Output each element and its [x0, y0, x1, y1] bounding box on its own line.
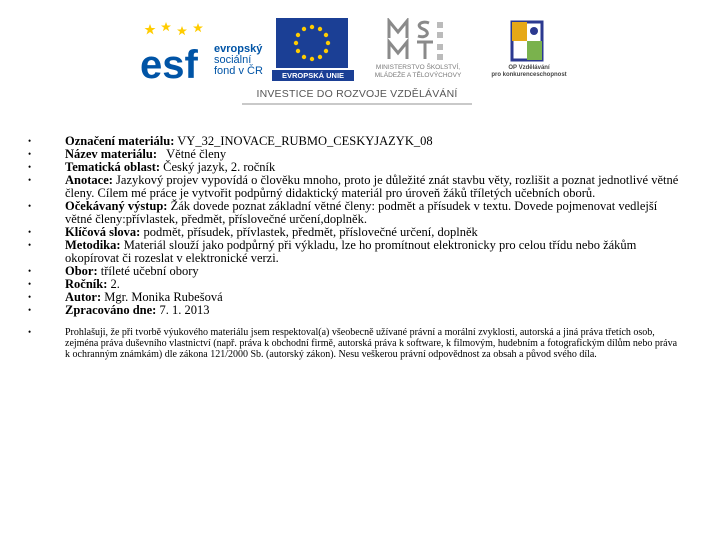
msmt-line-1: MINISTERSTVO ŠKOLSTVÍ, [375, 64, 461, 71]
msmt-line-2: MLÁDEŽE A TĚLOVÝCHOVY [374, 72, 462, 79]
logo-banner [0, 0, 720, 110]
list-item-zpracovano [20, 304, 680, 317]
item-value: podmět, přísudek, přívlastek, předmět, příslovečné určení, doplněk [140, 225, 478, 239]
bullet: • [28, 292, 32, 302]
list-item-prohlaseni [20, 327, 680, 360]
esf-logo [140, 20, 270, 82]
msmt-logo [355, 18, 481, 82]
list-gap [20, 317, 680, 327]
metadata-list [20, 135, 680, 360]
declaration-text: Prohlašuji, že při tvorbě výukového materiálu jsem respektoval(a) všeobecně užívané právní a morální zvyklosti, autorská a jiná práva třetích osob, zejména práva duševního vlastnictví (např. práva k obchodní firmě, autorská práva k software, k filmovým, hudebním a fotografickým dílům nebo práva k ochranným známkám) dle zákona 121/2000 Sb. (autorský zákon). Nesu veškerou právní odpovědnost za obsah a původ svého díla. [65, 327, 678, 360]
eu-label: EVROPSKÁ UNIE [272, 70, 354, 81]
bullet: • [28, 240, 32, 250]
item-label: Název materiálu: [65, 147, 157, 161]
item-label: Tematická oblast: [65, 160, 161, 174]
esf-line-1: evropský [214, 43, 263, 55]
list-item-metodika [20, 239, 680, 265]
op-logo-text [486, 65, 572, 79]
item-value: Materiál slouží jako podpůrný při výkladu, lze ho promítnout elektronicky pro celou třídu nebo žákům okopírovat či rozeslat v elektronické verzi. [65, 238, 637, 265]
item-label: Označení materiálu: [65, 134, 175, 148]
bullet: • [28, 162, 32, 172]
bullet: • [28, 327, 32, 337]
item-label: Očekávaný výstup: [65, 199, 168, 213]
op-logo-icon [504, 18, 550, 64]
bullet: • [28, 149, 32, 159]
item-value: Větné členy [156, 147, 227, 161]
item-label: Ročník: [65, 277, 108, 291]
esf-line-2: sociální [214, 54, 252, 66]
item-label: Anotace: [65, 173, 113, 187]
bullet: • [28, 227, 32, 237]
msmt-logo-text [355, 64, 481, 80]
item-label: Obor: [65, 264, 98, 278]
list-item-ocekavany-vystup [20, 200, 680, 226]
svg-text:esf: esf [140, 43, 198, 82]
item-value: VY_32_INOVACE_RUBMO_CESKYJAZYK_08 [174, 134, 433, 148]
op-logo [486, 18, 572, 82]
item-value: 2. [107, 277, 120, 291]
bullet: • [28, 266, 32, 276]
op-line-2: pro konkurenceschopnost [491, 72, 567, 78]
bullet: • [28, 201, 32, 211]
item-value: Jazykový projev vypovídá o člověku mnoho, proto je důležité znát stavbu věty, rozlišit a poznat jednotlivé větné členy. Cílem mé práce je vytvořit podpůrný didaktický materiál pro úroveň žáků tříletých učebních oborů. [65, 173, 679, 200]
eu-logo [272, 18, 352, 82]
eu-flag-icon [276, 18, 348, 68]
list-item-anotace [20, 174, 680, 200]
msmt-logo-icon [385, 18, 451, 62]
item-value: Mgr. Monika Rubešová [101, 290, 223, 304]
item-value: Český jazyk, 2. ročník [160, 160, 276, 174]
slogan-divider [242, 103, 472, 105]
investice-slogan: INVESTICE DO ROZVOJE VZDĚLÁVÁNÍ [256, 88, 458, 100]
esf-logo-text [214, 44, 263, 77]
item-label: Metodika: [65, 238, 121, 252]
item-value: tříleté učební obory [97, 264, 199, 278]
op-line-1: OP Vzdělávání [508, 65, 550, 71]
esf-line-3: fond v ČR [214, 65, 263, 77]
item-value: Žák dovede poznat základní větné členy: podmět a přísudek v textu. Dovede pojmenovat vedlejší větné členy:přívlastek, předmět, příslovečné určení,doplněk. [65, 199, 658, 226]
item-label: Autor: [65, 290, 102, 304]
item-label: Zpracováno dne: [65, 303, 157, 317]
esf-logo-icon [140, 20, 212, 82]
bullet: • [28, 305, 32, 315]
item-label: Klíčová slova: [65, 225, 141, 239]
bullet: • [28, 136, 32, 146]
item-value: 7. 1. 2013 [156, 303, 210, 317]
bullet: • [28, 279, 32, 289]
bullet: • [28, 175, 32, 185]
